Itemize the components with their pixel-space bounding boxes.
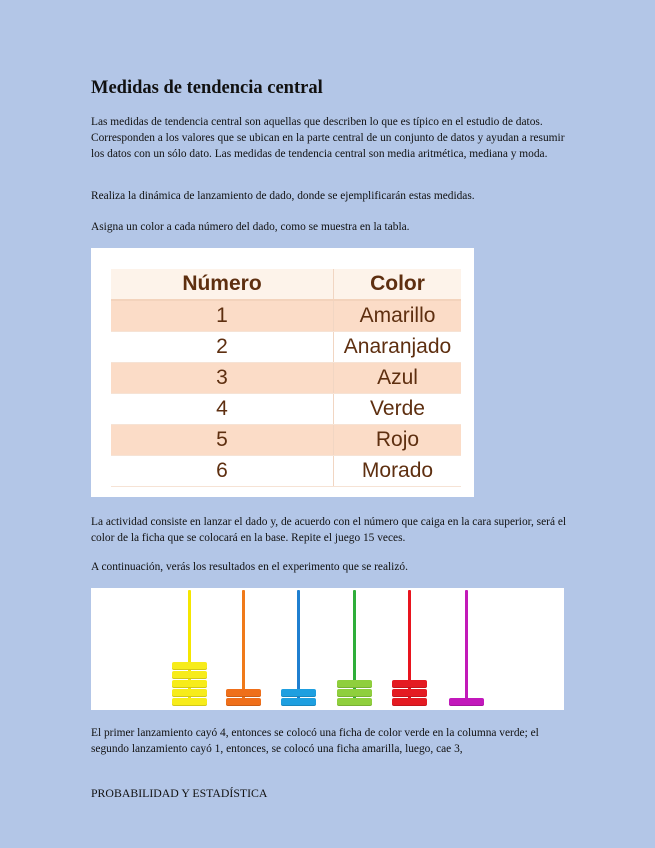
table-row — [111, 332, 461, 363]
experiment-abacus-image — [91, 588, 564, 710]
cell-numero: 3 — [111, 363, 334, 394]
chip-rojo — [392, 698, 427, 706]
table-row — [111, 363, 461, 394]
chip-anaranjado — [226, 689, 261, 697]
chip-verde — [337, 689, 372, 697]
pole-amarillo — [188, 590, 191, 706]
asigna-paragraph: Asigna un color a cada número del dado, como se muestra en la tabla. — [91, 221, 410, 233]
lanzamientos-paragraph: El primer lanzamiento cayó 4, entonces se colocó una ficha de color verde en la columna verde; el segundo lanzamiento cayó 1, entonces, se colocó una ficha amarilla, luego, cae 3, — [91, 727, 539, 755]
table-header-row — [111, 269, 461, 300]
chip-amarillo — [172, 680, 207, 688]
cell-numero: 6 — [111, 456, 334, 487]
table-row — [111, 394, 461, 425]
resultados-paragraph: A continuación, verás los resultados en el experimento que se realizó. — [91, 561, 408, 573]
chip-verde — [337, 698, 372, 706]
cell-color: Amarillo — [334, 300, 462, 332]
cell-numero: 4 — [111, 394, 334, 425]
cell-color: Rojo — [334, 425, 462, 456]
chip-amarillo — [172, 671, 207, 679]
dice-color-table-image — [91, 248, 474, 497]
cell-color: Morado — [334, 456, 462, 487]
chip-amarillo — [172, 689, 207, 697]
cell-color: Azul — [334, 363, 462, 394]
chip-amarillo — [172, 698, 207, 706]
dinamica-paragraph: Realiza la dinámica de lanzamiento de dado, donde se ejemplificarán estas medidas. — [91, 190, 475, 202]
cell-numero: 1 — [111, 300, 334, 332]
pole-verde — [353, 590, 356, 706]
dice-color-table — [111, 269, 461, 487]
cell-numero: 5 — [111, 425, 334, 456]
actividad-paragraph: La actividad consiste en lanzar el dado y, de acuerdo con el número que caiga en la cara superior, será el color de la ficha que se colocará en la base. Repite el juego 15 veces. — [91, 516, 567, 544]
pole-morado — [465, 590, 468, 706]
cell-numero: 2 — [111, 332, 334, 363]
chip-rojo — [392, 680, 427, 688]
page-title: Medidas de tendencia central — [91, 78, 323, 98]
cell-color: Anaranjado — [334, 332, 462, 363]
chip-amarillo — [172, 662, 207, 670]
header-numero: Número — [111, 269, 334, 300]
chip-rojo — [392, 689, 427, 697]
chip-verde — [337, 680, 372, 688]
pole-azul — [297, 590, 300, 706]
table-row — [111, 300, 461, 332]
chip-morado — [449, 698, 484, 706]
footer-text: PROBABILIDAD Y ESTADÍSTICA — [91, 786, 268, 800]
header-color: Color — [334, 269, 462, 300]
chip-azul — [281, 698, 316, 706]
cell-color: Verde — [334, 394, 462, 425]
table-row — [111, 425, 461, 456]
table-row — [111, 456, 461, 487]
intro-paragraph: Las medidas de tendencia central son aquellas que describen lo que es típico en el estudio de datos. Corresponden a los valores que se ubican en la parte central de un conjunto de datos y ayudan a resumir los datos con un sólo dato. Las medidas de tendencia central son media aritmética, mediana y moda. — [91, 116, 565, 160]
pole-anaranjado — [242, 590, 245, 706]
chip-azul — [281, 689, 316, 697]
chip-anaranjado — [226, 698, 261, 706]
pole-rojo — [408, 590, 411, 706]
